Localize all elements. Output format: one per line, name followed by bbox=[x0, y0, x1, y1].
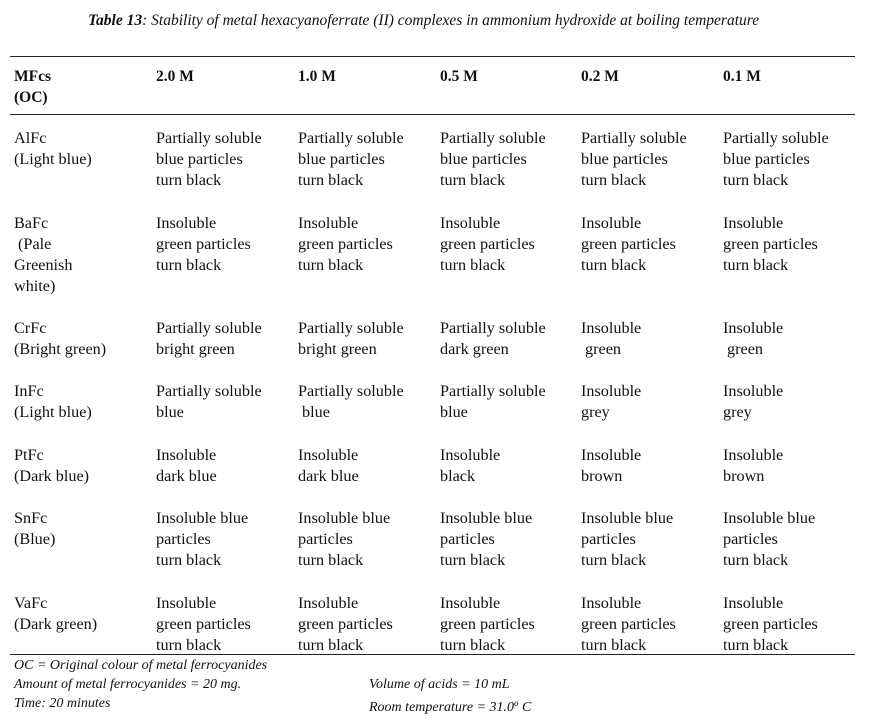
table-cell: Insoluble green bbox=[581, 319, 642, 358]
table-cell: Insoluble green particles turn black bbox=[298, 214, 393, 274]
note-time: Time: 20 minutes bbox=[14, 696, 111, 711]
table-cell: Insoluble brown bbox=[581, 446, 642, 485]
table-caption-text: : Stability of metal hexacyanoferrate (II) complexes in ammonium hydroxide at boiling temperature bbox=[142, 12, 760, 29]
table-cell: Insoluble blue particles turn black bbox=[440, 509, 533, 569]
table-cell: Partially soluble blue particles turn black bbox=[723, 129, 829, 189]
table-cell: Insoluble green particles turn black bbox=[581, 214, 676, 274]
table-cell: Partially soluble bright green bbox=[298, 319, 404, 358]
table-cell: Partially soluble blue bbox=[298, 382, 404, 421]
table-cell: Insoluble green particles turn black bbox=[440, 214, 535, 274]
table-cell: Insoluble black bbox=[440, 446, 501, 485]
header-mfcs: MFcs (OC) bbox=[14, 68, 52, 106]
table-cell: Partially soluble blue particles turn black bbox=[156, 129, 262, 189]
table-cell: Partially soluble dark green bbox=[440, 319, 546, 358]
table-cell: Insoluble blue particles turn black bbox=[298, 509, 391, 569]
table-cell: Insoluble blue particles turn black bbox=[581, 509, 674, 569]
table-cell: Partially soluble blue particles turn black bbox=[298, 129, 404, 189]
table-cell: Insoluble green particles turn black bbox=[156, 594, 251, 654]
table-cell: Insoluble grey bbox=[581, 382, 642, 421]
header-concentration: 0.5 M bbox=[440, 68, 478, 85]
table-cell: Partially soluble blue particles turn black bbox=[581, 129, 687, 189]
row-complex-name: AlFc (Light blue) bbox=[14, 129, 92, 168]
table-cell: Insoluble dark blue bbox=[156, 446, 217, 485]
row-complex-name: PtFc (Dark blue) bbox=[14, 446, 90, 485]
note-oc: OC = Original colour of metal ferrocyanides bbox=[14, 658, 268, 673]
table-cell: Insoluble blue particles turn black bbox=[156, 509, 249, 569]
table-cell: Insoluble green particles turn black bbox=[723, 214, 818, 274]
note-amount: Amount of metal ferrocyanides = 20 mg. bbox=[14, 677, 242, 692]
table-cell: Insoluble green particles turn black bbox=[581, 594, 676, 654]
row-complex-name: BaFc (Pale Greenish white) bbox=[14, 214, 73, 295]
header-concentration: 2.0 M bbox=[156, 68, 194, 85]
row-complex-name: CrFc (Bright green) bbox=[14, 319, 107, 358]
table-cell: Partially soluble blue bbox=[440, 382, 546, 421]
table-cell: Partially soluble bright green bbox=[156, 319, 262, 358]
room-temp-degree: o bbox=[514, 698, 519, 708]
header-concentration: 0.1 M bbox=[723, 68, 761, 85]
table-cell: Insoluble blue particles turn black bbox=[723, 509, 816, 569]
table-cell: Partially soluble blue particles turn black bbox=[440, 129, 546, 189]
room-temp-prefix: Room temperature = 31.0 bbox=[369, 700, 515, 715]
table-cell: Partially soluble blue bbox=[156, 382, 262, 421]
table-cell: Insoluble green particles turn black bbox=[440, 594, 535, 654]
table-caption-label: Table 13 bbox=[88, 12, 143, 29]
table-cell: Insoluble green particles turn black bbox=[156, 214, 251, 274]
room-temp-suffix: C bbox=[518, 700, 532, 715]
row-complex-name: InFc (Light blue) bbox=[14, 382, 92, 421]
header-concentration: 0.2 M bbox=[581, 68, 619, 85]
table-header-rule bbox=[10, 114, 855, 115]
note-volume: Volume of acids = 10 mL bbox=[369, 677, 510, 692]
note-room-temperature bbox=[369, 694, 531, 717]
row-complex-name: VaFc (Dark green) bbox=[14, 594, 98, 633]
header-concentration: 1.0 M bbox=[298, 68, 336, 85]
table-cell: Insoluble grey bbox=[723, 382, 784, 421]
table-cell: Insoluble brown bbox=[723, 446, 784, 485]
table-top-rule bbox=[10, 56, 855, 57]
table-caption bbox=[88, 12, 759, 30]
table-cell: Insoluble green particles turn black bbox=[298, 594, 393, 654]
table-cell: Insoluble green particles turn black bbox=[723, 594, 818, 654]
row-complex-name: SnFc (Blue) bbox=[14, 509, 56, 548]
table-cell: Insoluble dark blue bbox=[298, 446, 359, 485]
table-cell: Insoluble green bbox=[723, 319, 784, 358]
